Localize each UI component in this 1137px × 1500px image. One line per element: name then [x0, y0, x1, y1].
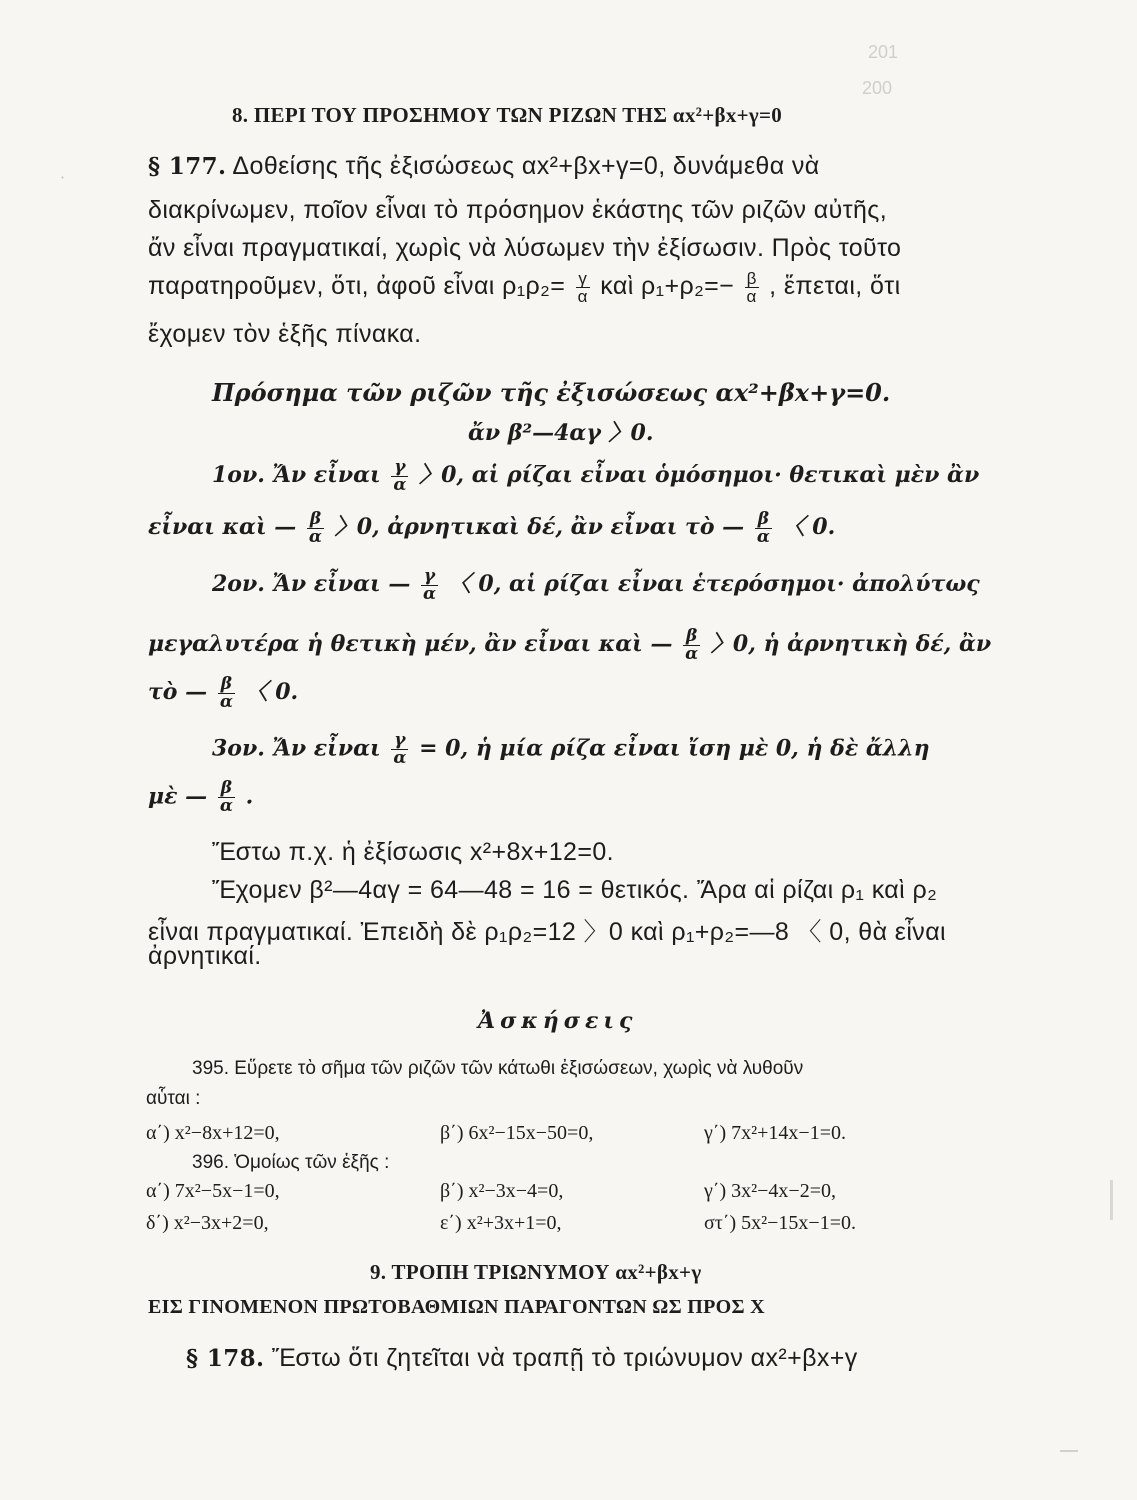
denominator: α — [756, 526, 770, 547]
denominator: α — [746, 287, 757, 306]
text-span: 〈 0. — [782, 514, 836, 540]
exercise-396-title: 396. Ὁμοίως τῶν ἑξῆς : — [192, 1152, 390, 1173]
denominator: α — [393, 748, 407, 768]
margin-speck: · — [60, 168, 66, 187]
exercise-396-item-f: στ΄) 5x²−15x−1=0. — [704, 1212, 856, 1234]
case-2-line-3 — [148, 675, 298, 711]
exercise-396-item-c: γ΄) 3x²−4x−2=0, — [704, 1180, 836, 1202]
paragraph-number: § 178. — [186, 1345, 265, 1372]
fraction-beta-over-alpha — [745, 270, 759, 305]
fraction-gamma-over-alpha — [576, 270, 590, 305]
fraction — [307, 508, 324, 547]
numerator: β — [218, 780, 235, 798]
paragraph-177-line-2: διακρίνωμεν, ποῖον εἶναι τὸ πρόσημον ἑκάστης τῶν ριζῶν αὐτῆς, — [148, 196, 888, 224]
text-line: Δοθείσης τῆς ἐξισώσεως αx²+βx+γ=0, δυνάμεθα νὰ — [232, 152, 820, 180]
text-span: 〉0, ἀρνητικαὶ δέ, ἂν εἶναι τὸ — — [334, 514, 745, 540]
paragraph-177-line-5: ἔχομεν τὸν ἑξῆς πίνακα. — [148, 320, 422, 348]
section-8-heading: 8. ΠΕΡΙ ΤΟΥ ΠΡΟΣΗΜΟΥ ΤΩΝ ΡΙΖΩΝ ΤΗΣ αx²+βx+γ=0 — [232, 103, 783, 127]
denominator: α — [308, 526, 323, 547]
case-label: 3ον. — [212, 735, 265, 762]
exercise-395-line-1: 395. Εὕρετε τὸ σῆμα τῶν ριζῶν τῶν κάτωθι ἐξισώσεων, χωρὶς νὰ λυθοῦν — [192, 1058, 804, 1079]
example-line-3: εἶναι πραγματικαί. Ἐπειδὴ δὲ ρ₁ρ₂=12 〉0 καὶ ρ₁+ρ₂=—8 〈 0, θὰ εἶναι — [148, 918, 947, 946]
text-span: καὶ ρ₁+ρ₂=− — [600, 272, 735, 301]
text-span: Ἄν εἶναι — [272, 735, 381, 762]
margin-dash — [1060, 1450, 1078, 1452]
case-label: 2ον. — [212, 571, 265, 597]
numerator: γ — [391, 459, 408, 477]
exercise-396-item-a: α΄) 7x²−5x−1=0, — [146, 1180, 280, 1202]
denominator: α — [577, 287, 588, 306]
exercise-396-item-b: β΄) x²−3x−4=0, — [440, 1180, 564, 1202]
fraction — [391, 456, 408, 495]
fraction — [218, 673, 235, 712]
denominator: α — [219, 796, 233, 816]
numerator: β — [745, 270, 759, 288]
numerator: β — [218, 676, 235, 694]
text-span: 〈 0. — [245, 679, 299, 705]
paragraph-177-line-4 — [148, 270, 901, 305]
text-span: 〈 0, αἱ ρίζαι εἶναι ἑτερόσημοι· ἀπολύτως — [448, 571, 980, 597]
example-line-1: Ἔστω π.χ. ἡ ἐξίσωσις x²+8x+12=0. — [212, 838, 614, 866]
numerator: γ — [576, 270, 590, 288]
exercise-396-item-e: ε΄) x²+3x+1=0, — [440, 1212, 562, 1234]
case-1-line-2 — [148, 510, 835, 546]
numerator: γ — [421, 568, 438, 586]
text-span: μεγαλυτέρα ἡ θετικὴ μέν, ἂν εἶναι καὶ — — [148, 631, 673, 657]
fraction — [218, 780, 235, 815]
text-span: , ἕπεται, ὅτι — [769, 272, 901, 301]
paragraph-number: § 177. — [148, 153, 227, 180]
exercise-395-item-b: β΄) 6x²−15x−50=0, — [440, 1122, 594, 1144]
table-title: Πρόσημα τῶν ριζῶν τῆς ἐξισώσεως αx²+βx+γ=0. — [212, 378, 891, 407]
numerator: β — [683, 628, 700, 646]
denominator: α — [423, 583, 437, 604]
exercises-title: Ἀσκήσεις — [478, 1008, 638, 1034]
case-1-line-1 — [212, 458, 979, 494]
margin-mark — [1110, 1180, 1113, 1220]
numerator: β — [755, 511, 772, 529]
text-span: Ἄν εἶναι — — [272, 571, 411, 597]
section-9-heading-line-2: ΕΙΣ ΓΙΝΟΜΕΝΟΝ ΠΡΩΤΟΒΑΘΜΙΩΝ ΠΑΡΑΓΟΝΤΩΝ ΩΣ ΠΡΟΣ Χ — [148, 1296, 765, 1318]
exercise-395-item-a: α΄) x²−8x+12=0, — [146, 1122, 280, 1144]
text-span: = 0, ἡ μία ρίζα εἶναι ἴση μὲ 0, ἡ δὲ ἄλλη — [419, 735, 930, 762]
fraction — [391, 732, 408, 767]
text-span: . — [245, 783, 254, 810]
example-line-4: ἀρνητικαί. — [148, 942, 262, 970]
fraction — [421, 565, 438, 604]
table-condition: ἄν β²—4αγ 〉0. — [468, 420, 654, 446]
fraction — [683, 625, 700, 664]
numerator: γ — [391, 732, 408, 750]
example-line-2: Ἔχομεν β²—4αγ = 64—48 = 16 = θετικός. Ἄρα αἱ ρίζαι ρ₁ καὶ ρ₂ — [212, 876, 938, 904]
text-span: τὸ — — [148, 679, 208, 705]
text-span: 〉0, αἱ ρίζαι εἶναι ὁμόσημοι· θετικαὶ μὲν ἂν — [419, 462, 980, 488]
exercise-395-item-c: γ΄) 7x²+14x−1=0. — [704, 1122, 846, 1144]
ghost-page-number-second: 200 — [862, 78, 893, 98]
text-line: Ἔστω ὅτι ζητεῖται νὰ τραπῇ τὸ τριώνυμον αx²+βx+γ — [271, 1344, 858, 1372]
text-span: 〉0, ἡ ἀρνητικὴ δέ, ἂν — [710, 631, 992, 657]
section-9-heading-line-1: 9. ΤΡΟΠΗ ΤΡΙΩΝΥΜΟΥ αx²+βx+γ — [370, 1260, 702, 1284]
text-span: Ἄν εἶναι — [272, 462, 381, 488]
fraction — [755, 508, 772, 547]
case-3-line-2 — [148, 780, 253, 815]
denominator: α — [393, 474, 407, 495]
text-span: εἶναι καὶ — — [148, 514, 297, 540]
exercise-396-item-d: δ΄) x²−3x+2=0, — [146, 1212, 269, 1234]
paragraph-177-line-1 — [148, 152, 820, 181]
ghost-page-number-top: 201 — [868, 42, 899, 62]
paragraph-178-line-1 — [186, 1344, 858, 1373]
text-span: μὲ — — [148, 783, 208, 810]
case-2-line-2 — [148, 627, 991, 663]
case-2-line-1 — [212, 567, 980, 603]
exercise-395-line-2: αὗται : — [146, 1088, 201, 1109]
case-3-line-1 — [212, 732, 930, 767]
text-span: παρατηροῦμεν, ὅτι, ἀφοῦ εἶναι ρ₁ρ₂= — [148, 272, 566, 301]
denominator: α — [685, 643, 699, 664]
case-label: 1ον. — [212, 462, 265, 488]
denominator: α — [219, 691, 233, 712]
numerator: β — [307, 511, 324, 529]
paragraph-177-line-3: ἄν εἶναι πραγματικαί, χωρὶς νὰ λύσωμεν τὴν ἐξίσωσιν. Πρὸς τοῦτο — [148, 234, 902, 262]
